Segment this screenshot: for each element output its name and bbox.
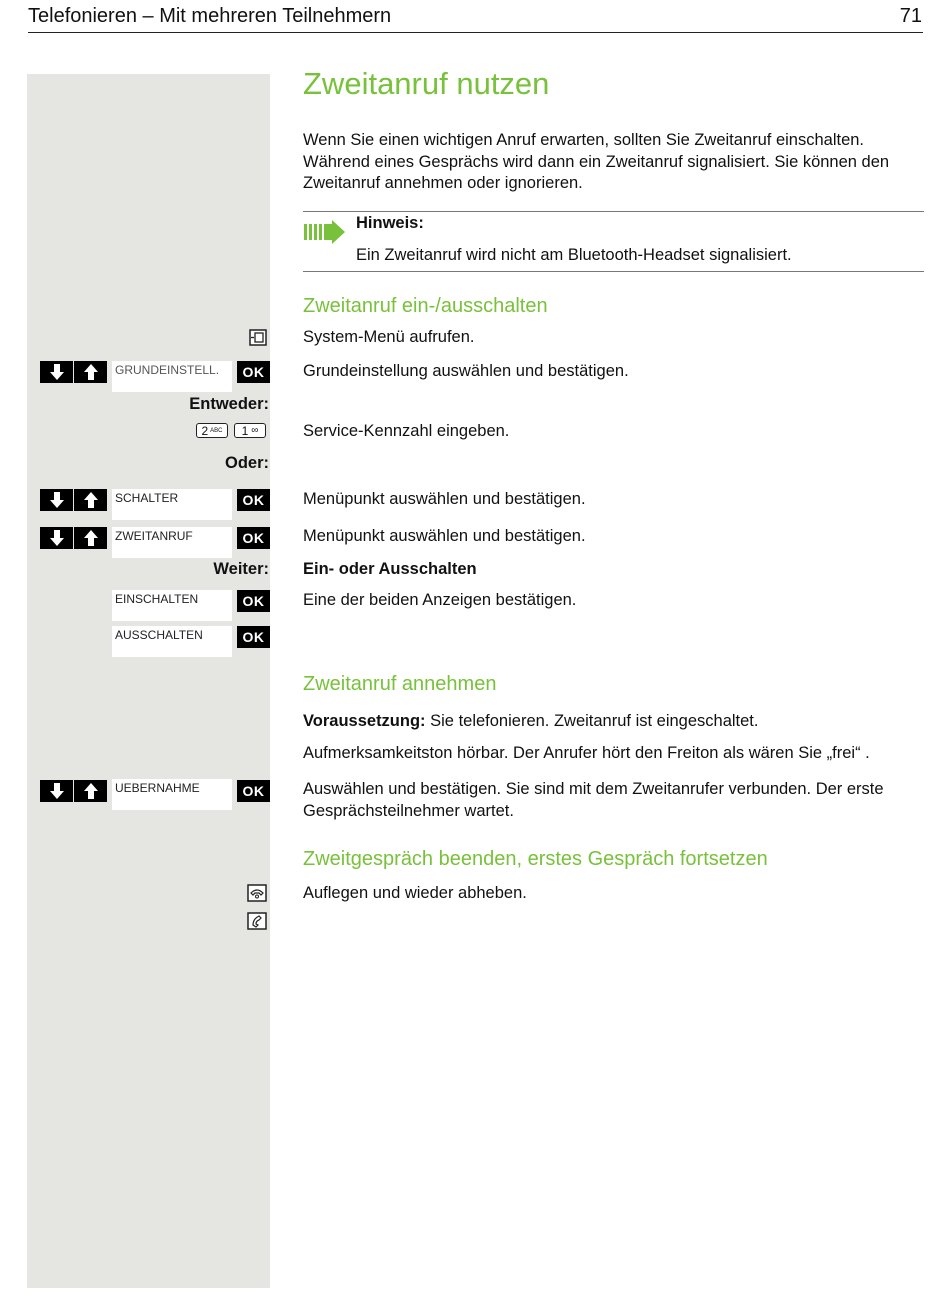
arrow-down-button[interactable] xyxy=(40,780,73,802)
arrow-down-icon xyxy=(50,530,64,546)
arrow-up-button[interactable] xyxy=(74,527,107,549)
display-zweitanruf: ZWEITANRUF xyxy=(112,527,232,558)
step-einschalten: Eine der beiden Anzeigen bestätigen. xyxy=(303,591,577,609)
display-uebernahme: UEBERNAHME xyxy=(112,779,232,810)
step-service-code: Service-Kennzahl eingeben. xyxy=(303,422,510,440)
subsection-title-end-second-call: Zweitgespräch beenden, erstes Gespräch fortsetzen xyxy=(303,848,768,870)
note-top-rule xyxy=(303,211,924,212)
display-ausschalten: AUSSCHALTEN xyxy=(112,626,232,657)
page-header-title: Telefonieren – Mit mehreren Teilnehmern xyxy=(28,5,392,27)
key-1[interactable] xyxy=(234,423,266,438)
key-2-sublabel: ABC xyxy=(210,427,223,434)
sidebar-panel xyxy=(27,74,270,1288)
step-hangup: Auflegen und wieder abheben. xyxy=(303,884,527,902)
step-system-menu: System-Menü aufrufen. xyxy=(303,328,475,346)
display-grundeinstell: GRUNDEINSTELL. xyxy=(112,361,232,392)
prerequisite-text: Sie telefonieren. Zweitanruf ist eingeschaltet. xyxy=(425,712,759,730)
arrow-up-button[interactable] xyxy=(74,361,107,383)
ok-button[interactable]: OK xyxy=(237,361,270,383)
prerequisite-label: Voraussetzung: xyxy=(303,712,426,730)
key-1-sublabel: ∞ xyxy=(251,425,259,436)
section-title: Zweitanruf nutzen xyxy=(303,66,550,101)
key-2-label: 2 xyxy=(201,423,209,438)
arrow-down-button[interactable] xyxy=(40,361,73,383)
step-uebernahme: Auswählen und bestätigen. Sie sind mit dem Zweitanrufer verbunden. Der erste Gesprächsteilnehmer wartet. xyxy=(303,780,884,820)
prerequisite xyxy=(303,711,928,733)
ok-button[interactable]: OK xyxy=(237,780,270,802)
arrow-down-icon xyxy=(50,783,64,799)
arrow-up-button[interactable] xyxy=(74,489,107,511)
arrow-up-icon xyxy=(84,364,98,380)
step-grundeinstellung: Grundeinstellung auswählen und bestätigen. xyxy=(303,362,629,380)
note-title: Hinweis: xyxy=(356,214,424,232)
menu-key-icon[interactable] xyxy=(249,329,267,346)
arrow-up-icon xyxy=(84,783,98,799)
arrow-down-icon xyxy=(50,364,64,380)
note-arrow-icon xyxy=(304,220,346,244)
header-rule xyxy=(28,32,923,33)
intro-paragraph: Wenn Sie einen wichtigen Anruf erwarten, sollten Sie Zweitanruf einschalten. Während eines Gesprächs wird dann ein Zweitanruf signalisiert. Sie können den Zweitanruf annehmen oder ignorieren. xyxy=(303,131,890,192)
display-schalter: SCHALTER xyxy=(112,489,232,520)
lift-receiver-icon[interactable] xyxy=(247,912,267,930)
label-entweder: Entweder: xyxy=(189,395,269,413)
arrow-up-icon xyxy=(84,492,98,508)
key-2[interactable] xyxy=(196,423,228,438)
arrow-up-button[interactable] xyxy=(74,780,107,802)
ok-button[interactable]: OK xyxy=(237,626,270,648)
step-zweitanruf: Menüpunkt auswählen und bestätigen. xyxy=(303,527,586,545)
page-number: 71 xyxy=(899,5,922,27)
ok-button[interactable]: OK xyxy=(237,527,270,549)
arrow-up-icon xyxy=(84,530,98,546)
subsection-title-toggle: Zweitanruf ein-/ausschalten xyxy=(303,295,548,317)
ok-button[interactable]: OK xyxy=(237,489,270,511)
arrow-down-button[interactable] xyxy=(40,489,73,511)
hang-up-icon[interactable] xyxy=(247,884,267,902)
label-weiter: Weiter: xyxy=(213,560,269,578)
tone-info: Aufmerksamkeitston hörbar. Der Anrufer hört den Freiton als wären Sie „frei“ . xyxy=(303,744,870,762)
step-schalter: Menüpunkt auswählen und bestätigen. xyxy=(303,490,586,508)
note-text: Ein Zweitanruf wird nicht am Bluetooth-Headset signalisiert. xyxy=(356,246,792,264)
display-einschalten: EINSCHALTEN xyxy=(112,590,232,621)
subsection-title-accept: Zweitanruf annehmen xyxy=(303,673,497,695)
ok-button[interactable]: OK xyxy=(237,590,270,612)
label-oder: Oder: xyxy=(224,454,269,472)
key-1-label: 1 xyxy=(241,423,249,438)
note-bottom-rule xyxy=(303,271,924,272)
arrow-down-icon xyxy=(50,492,64,508)
arrow-down-button[interactable] xyxy=(40,527,73,549)
step-ein-aus-heading: Ein- oder Ausschalten xyxy=(303,560,477,578)
